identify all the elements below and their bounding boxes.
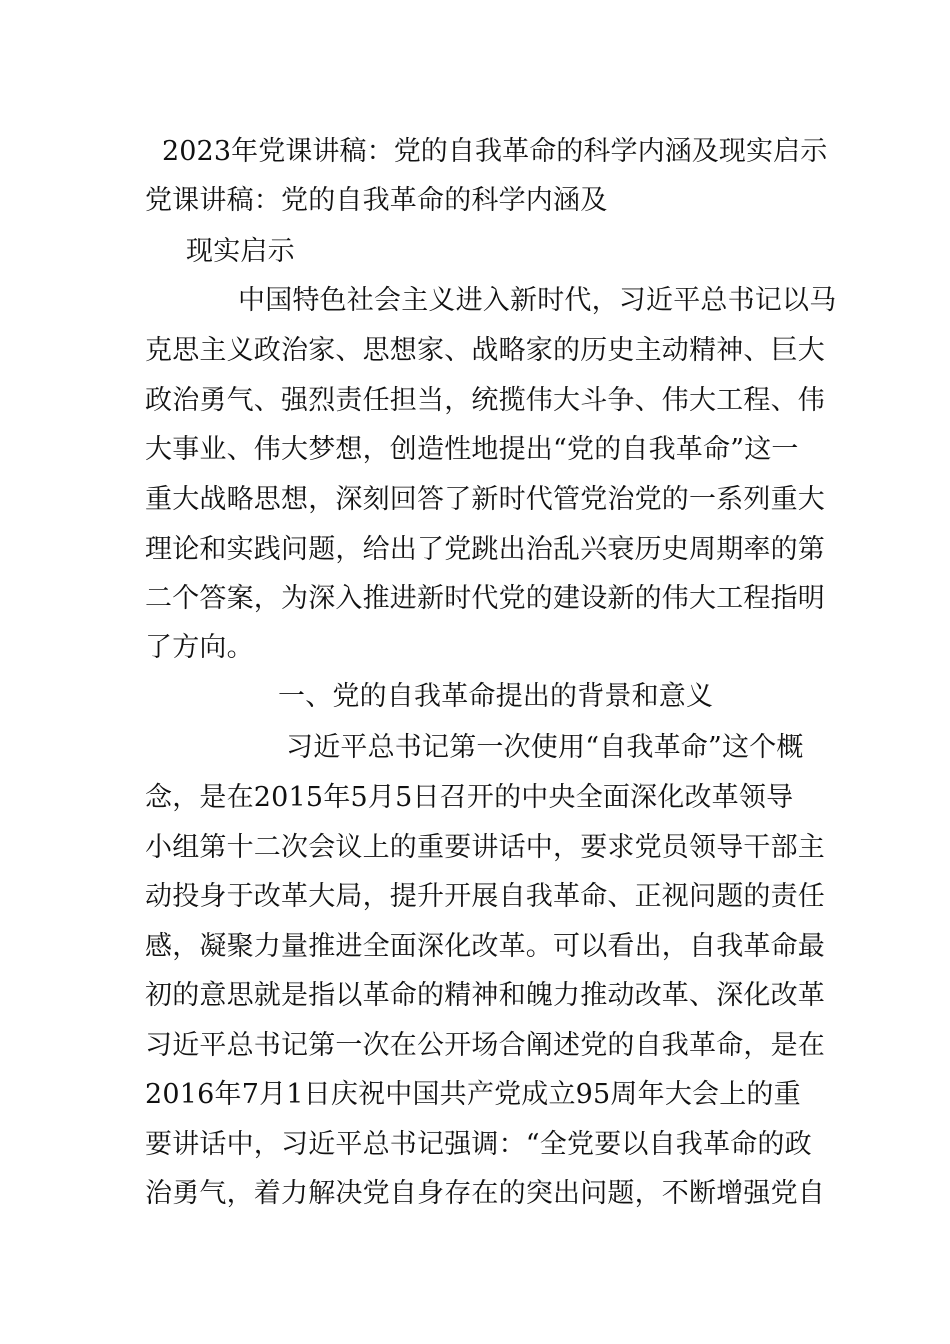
- document-subtitle-line-1: 党课讲稿：党的自我革命的科学内涵及: [145, 185, 608, 216]
- paragraph-1-line-8: 了方向。: [145, 632, 254, 663]
- paragraph-2-line-5: 感，凝聚力量推进全面深化改革。可以看出，自我革命最: [145, 931, 825, 962]
- paragraph-2-line-8: 2016年7月1日庆祝中国共产党成立95周年大会上的重: [145, 1079, 801, 1110]
- document-title: 2023年党课讲稿：党的自我革命的科学内涵及现实启示: [162, 136, 828, 167]
- paragraph-1-line-2: 克思主义政治家、思想家、战略家的历史主动精神、巨大: [145, 335, 825, 366]
- paragraph-2-line-1: 习近平总书记第一次使用“自我革命”这个概: [286, 732, 804, 763]
- paragraph-2-line-7: 习近平总书记第一次在公开场合阐述党的自我革命，是在: [145, 1030, 825, 1061]
- section-heading-1: 一、党的自我革命提出的背景和意义: [278, 681, 714, 712]
- paragraph-2-line-6: 初的意思就是指以革命的精神和魄力推动改革、深化改革: [145, 980, 825, 1011]
- paragraph-1-line-6: 理论和实践问题，给出了党跳出治乱兴衰历史周期率的第: [145, 534, 825, 565]
- paragraph-1-line-1: 中国特色社会主义进入新时代，习近平总书记以马: [238, 285, 837, 316]
- paragraph-2-line-9: 要讲话中，习近平总书记强调：“全党要以自我革命的政: [145, 1129, 812, 1160]
- paragraph-1-line-7: 二个答案，为深入推进新时代党的建设新的伟大工程指明: [145, 583, 825, 614]
- paragraph-2-line-2: 念，是在2015年5月5日召开的中央全面深化改革领导: [145, 782, 794, 813]
- document-subtitle-line-2: 现实启示: [186, 236, 295, 267]
- paragraph-2-line-4: 动投身于改革大局，提升开展自我革命、正视问题的责任: [145, 881, 825, 912]
- paragraph-2-line-10: 治勇气，着力解决党自身存在的突出问题，不断增强党自: [145, 1178, 825, 1209]
- paragraph-1-line-4: 大事业、伟大梦想，创造性地提出“党的自我革命”这一: [145, 434, 799, 465]
- paragraph-2-line-3: 小组第十二次会议上的重要讲话中，要求党员领导干部主: [145, 832, 825, 863]
- paragraph-1-line-3: 政治勇气、强烈责任担当，统揽伟大斗争、伟大工程、伟: [145, 385, 825, 416]
- paragraph-1-line-5: 重大战略思想，深刻回答了新时代管党治党的一系列重大: [145, 484, 825, 515]
